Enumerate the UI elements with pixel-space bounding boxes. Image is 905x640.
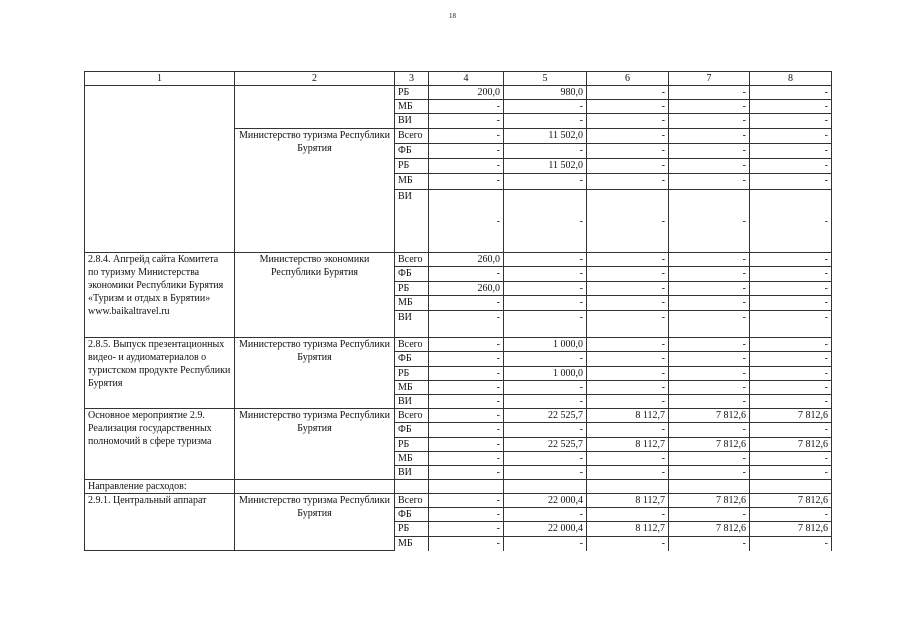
amount-cell: - — [669, 296, 750, 311]
funding-source: ФБ — [395, 508, 429, 522]
amount-cell: - — [504, 466, 587, 480]
empty-cell — [669, 480, 750, 494]
amount-cell: - — [504, 282, 587, 296]
amount-cell: 11 502,0 — [504, 129, 587, 144]
amount-cell: - — [750, 381, 832, 395]
funding-source: РБ — [395, 86, 429, 100]
table-row — [85, 253, 832, 267]
amount-cell: - — [750, 159, 832, 174]
amount-cell: - — [669, 129, 750, 144]
amount-cell: - — [587, 282, 669, 296]
amount-cell: - — [504, 267, 587, 282]
funding-source: РБ — [395, 438, 429, 452]
amount-cell: - — [587, 114, 669, 129]
amount-cell: - — [587, 174, 669, 190]
amount-cell: - — [587, 296, 669, 311]
amount-cell: 7 812,6 — [669, 438, 750, 452]
column-header: 1 — [85, 72, 235, 86]
amount-cell: - — [750, 282, 832, 296]
amount-cell: - — [429, 159, 504, 174]
amount-cell: - — [429, 114, 504, 129]
amount-cell: 22 000,4 — [504, 494, 587, 508]
amount-cell: - — [750, 253, 832, 267]
column-header: 6 — [587, 72, 669, 86]
amount-cell: - — [750, 452, 832, 466]
amount-cell: - — [669, 114, 750, 129]
funding-source: МБ — [395, 296, 429, 311]
amount-cell: - — [504, 190, 587, 253]
amount-cell: - — [504, 296, 587, 311]
budget-table — [84, 71, 832, 551]
amount-cell: 8 112,7 — [587, 438, 669, 452]
amount-cell: - — [750, 86, 832, 100]
amount-cell: 7 812,6 — [669, 494, 750, 508]
amount-cell: - — [669, 466, 750, 480]
funding-source: МБ — [395, 381, 429, 395]
amount-cell: - — [750, 100, 832, 114]
funding-source: ФБ — [395, 352, 429, 367]
amount-cell: 200,0 — [429, 86, 504, 100]
amount-cell: - — [429, 522, 504, 537]
amount-cell: - — [504, 311, 587, 338]
amount-cell: - — [669, 190, 750, 253]
amount-cell: - — [429, 409, 504, 423]
amount-cell: - — [587, 100, 669, 114]
amount-cell: - — [587, 311, 669, 338]
amount-cell: - — [669, 267, 750, 282]
amount-cell: - — [429, 311, 504, 338]
empty-cell — [504, 480, 587, 494]
amount-cell: - — [750, 423, 832, 438]
header-row — [85, 72, 832, 86]
amount-cell: - — [587, 352, 669, 367]
funding-source: РБ — [395, 282, 429, 296]
amount-cell: - — [750, 352, 832, 367]
amount-cell: - — [429, 174, 504, 190]
amount-cell: - — [669, 537, 750, 551]
amount-cell: - — [429, 494, 504, 508]
measure-name-cell — [85, 86, 235, 253]
amount-cell: - — [429, 537, 504, 551]
funding-source: МБ — [395, 452, 429, 466]
executor-name: Министерство туризма Республики Бурятия — [235, 409, 395, 480]
funding-source: ВИ — [395, 466, 429, 480]
amount-cell: - — [750, 129, 832, 144]
direction-label: Направление расходов: — [85, 480, 235, 494]
funding-source: ВИ — [395, 311, 429, 338]
amount-cell: - — [587, 129, 669, 144]
amount-cell: - — [429, 352, 504, 367]
measure-name: 2.9.1. Центральный аппарат — [85, 494, 235, 551]
amount-cell: - — [669, 452, 750, 466]
amount-cell: - — [504, 537, 587, 551]
empty-cell — [587, 480, 669, 494]
amount-cell: - — [429, 423, 504, 438]
amount-cell: - — [669, 508, 750, 522]
amount-cell: - — [750, 338, 832, 352]
amount-cell: 22 525,7 — [504, 438, 587, 452]
column-header: 4 — [429, 72, 504, 86]
amount-cell: 1 000,0 — [504, 338, 587, 352]
amount-cell: - — [669, 253, 750, 267]
amount-cell: - — [504, 100, 587, 114]
executor-name: Министерство туризма Республики Бурятия — [235, 494, 395, 551]
funding-source: ВИ — [395, 395, 429, 409]
amount-cell: - — [750, 311, 832, 338]
amount-cell: - — [429, 466, 504, 480]
funding-source: МБ — [395, 537, 429, 551]
amount-cell: - — [587, 367, 669, 381]
empty-cell — [235, 480, 395, 494]
amount-cell: - — [750, 508, 832, 522]
amount-cell: - — [587, 159, 669, 174]
amount-cell: - — [669, 174, 750, 190]
amount-cell: - — [587, 452, 669, 466]
amount-cell: - — [750, 466, 832, 480]
amount-cell: - — [587, 395, 669, 409]
measure-name: Основное мероприятие 2.9. Реализация государственных полномочий в сфере туризма — [85, 409, 235, 480]
amount-cell: 7 812,6 — [750, 522, 832, 537]
amount-cell: - — [429, 508, 504, 522]
empty-cell — [750, 480, 832, 494]
amount-cell: - — [750, 367, 832, 381]
amount-cell: - — [587, 190, 669, 253]
amount-cell: - — [429, 100, 504, 114]
funding-source: МБ — [395, 174, 429, 190]
page-number: 18 — [449, 12, 456, 20]
amount-cell: - — [669, 144, 750, 159]
amount-cell: - — [587, 338, 669, 352]
amount-cell: - — [669, 395, 750, 409]
amount-cell: - — [504, 253, 587, 267]
amount-cell: - — [669, 381, 750, 395]
funding-source: МБ — [395, 100, 429, 114]
empty-cell — [429, 480, 504, 494]
amount-cell: - — [429, 438, 504, 452]
amount-cell: - — [750, 537, 832, 551]
funding-source: ФБ — [395, 423, 429, 438]
amount-cell: - — [750, 190, 832, 253]
amount-cell: - — [504, 452, 587, 466]
funding-source: ВИ — [395, 114, 429, 129]
column-header: 5 — [504, 72, 587, 86]
amount-cell: - — [750, 144, 832, 159]
amount-cell: 8 112,7 — [587, 409, 669, 423]
amount-cell: - — [587, 466, 669, 480]
amount-cell: - — [587, 144, 669, 159]
amount-cell: 260,0 — [429, 253, 504, 267]
amount-cell: 22 525,7 — [504, 409, 587, 423]
executor-cell — [235, 86, 395, 129]
amount-cell: - — [429, 296, 504, 311]
amount-cell: - — [750, 296, 832, 311]
funding-source: ФБ — [395, 144, 429, 159]
amount-cell: 980,0 — [504, 86, 587, 100]
column-header: 2 — [235, 72, 395, 86]
executor-name: Министерство экономики Республики Бурятия — [235, 253, 395, 338]
amount-cell: - — [504, 174, 587, 190]
funding-source: Всего — [395, 129, 429, 144]
amount-cell: - — [587, 423, 669, 438]
amount-cell: - — [587, 253, 669, 267]
table-row — [85, 480, 832, 494]
amount-cell: - — [504, 144, 587, 159]
amount-cell: - — [587, 537, 669, 551]
amount-cell: 8 112,7 — [587, 522, 669, 537]
measure-name: 2.8.5. Выпуск презентационных видео- и аудиоматериалов о туристском продукте Республики Бурятия — [85, 338, 235, 409]
amount-cell: - — [587, 381, 669, 395]
table-row — [85, 494, 832, 508]
amount-cell: 7 812,6 — [669, 409, 750, 423]
amount-cell: - — [429, 190, 504, 253]
amount-cell: - — [669, 338, 750, 352]
amount-cell: - — [429, 129, 504, 144]
table-row — [85, 338, 832, 352]
executor-name: Министерство туризма Республики Бурятия — [235, 338, 395, 409]
amount-cell: - — [429, 144, 504, 159]
amount-cell: - — [669, 86, 750, 100]
amount-cell: 7 812,6 — [669, 522, 750, 537]
amount-cell: - — [669, 159, 750, 174]
amount-cell: - — [669, 352, 750, 367]
amount-cell: 22 000,4 — [504, 522, 587, 537]
measure-name: 2.8.4. Апгрейд сайта Комитета по туризму Министерства экономики Республики Бурятия «Туризм и отдых в Бурятии» www.baikaltravel.ru — [85, 253, 235, 338]
amount-cell: - — [429, 395, 504, 409]
amount-cell: - — [504, 395, 587, 409]
funding-source: ВИ — [395, 190, 429, 253]
amount-cell: - — [587, 267, 669, 282]
amount-cell: - — [750, 174, 832, 190]
amount-cell: - — [750, 114, 832, 129]
column-header: 3 — [395, 72, 429, 86]
amount-cell: 11 502,0 — [504, 159, 587, 174]
funding-source: РБ — [395, 522, 429, 537]
amount-cell: - — [504, 352, 587, 367]
amount-cell: - — [504, 423, 587, 438]
amount-cell: 7 812,6 — [750, 438, 832, 452]
amount-cell: - — [504, 508, 587, 522]
amount-cell: - — [504, 381, 587, 395]
amount-cell: 8 112,7 — [587, 494, 669, 508]
amount-cell: 7 812,6 — [750, 409, 832, 423]
column-header: 7 — [669, 72, 750, 86]
amount-cell: - — [669, 311, 750, 338]
funding-source: ФБ — [395, 267, 429, 282]
amount-cell: - — [429, 381, 504, 395]
amount-cell: - — [504, 114, 587, 129]
amount-cell: - — [669, 423, 750, 438]
amount-cell: - — [750, 395, 832, 409]
amount-cell: 260,0 — [429, 282, 504, 296]
table-row — [85, 409, 832, 423]
funding-source: Всего — [395, 253, 429, 267]
table-row — [85, 86, 832, 100]
executor-name: Министерство туризма Республики Бурятия — [235, 129, 395, 253]
funding-source: Всего — [395, 409, 429, 423]
amount-cell: - — [429, 267, 504, 282]
amount-cell: - — [750, 267, 832, 282]
amount-cell: - — [669, 367, 750, 381]
amount-cell: 7 812,6 — [750, 494, 832, 508]
amount-cell: - — [429, 367, 504, 381]
funding-source: Всего — [395, 338, 429, 352]
amount-cell: - — [587, 86, 669, 100]
amount-cell: - — [669, 100, 750, 114]
column-header: 8 — [750, 72, 832, 86]
empty-cell — [395, 480, 429, 494]
funding-source: РБ — [395, 159, 429, 174]
funding-source: РБ — [395, 367, 429, 381]
amount-cell: 1 000,0 — [504, 367, 587, 381]
amount-cell: - — [669, 282, 750, 296]
amount-cell: - — [429, 338, 504, 352]
amount-cell: - — [429, 452, 504, 466]
funding-source: Всего — [395, 494, 429, 508]
amount-cell: - — [587, 508, 669, 522]
